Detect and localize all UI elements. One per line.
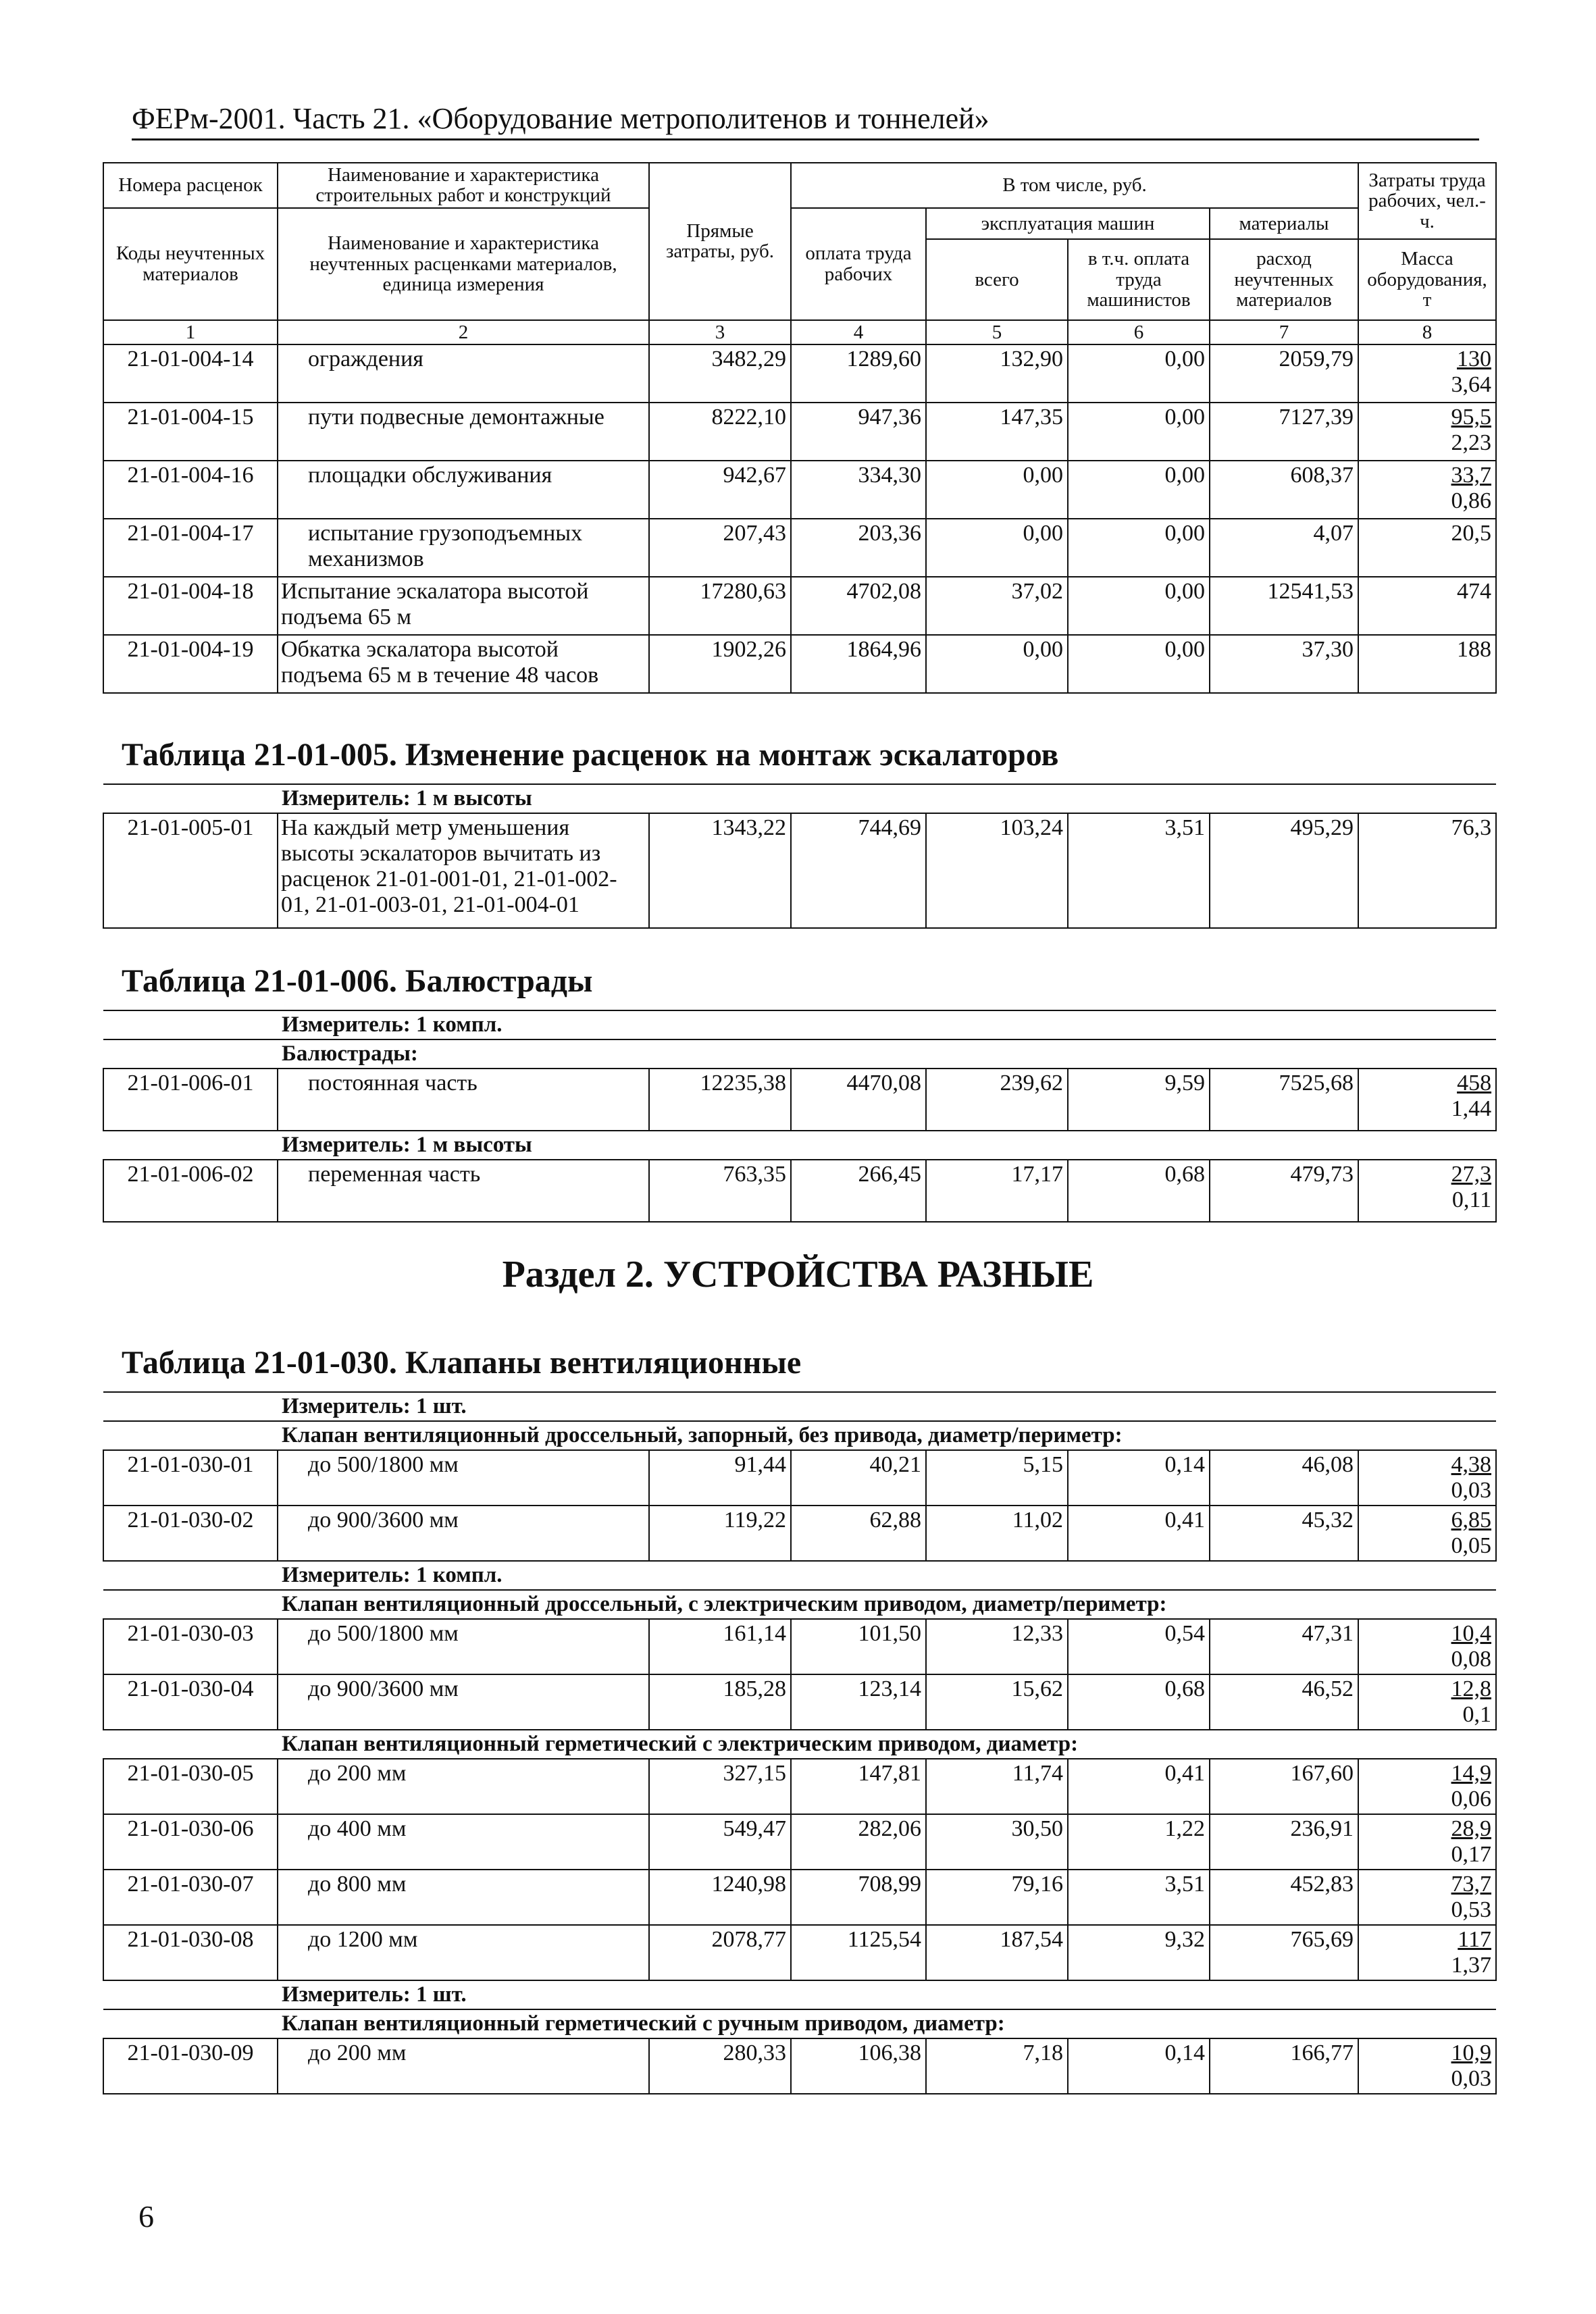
labor-hours: 20,5 [1358,519,1496,577]
rate-name: до 200 мм [278,1759,649,1814]
labor-cost: 1125,54 [791,1925,926,1980]
rate-name: до 800 мм [278,1870,649,1925]
labor-hours-mass [1358,1506,1496,1561]
direct-cost: 91,44 [649,1450,791,1506]
operator-cost: 0,14 [1068,2038,1210,2094]
labor-cost: 4470,08 [791,1069,926,1131]
table-row [103,1674,1496,1730]
direct-cost: 119,22 [649,1506,791,1561]
rate-name: Испытание эскалатора высотой подъема 65 м [278,577,649,635]
table-row [103,403,1496,461]
labor-cost: 106,38 [791,2038,926,2094]
operator-cost: 9,59 [1068,1069,1210,1131]
labor-hours-mass [1358,461,1496,519]
col-num: 8 [1358,320,1496,344]
rate-name: до 500/1800 мм [278,1450,649,1506]
table-title: Таблица 21-01-006. Балюстрады [122,963,593,999]
labor-cost: 101,50 [791,1619,926,1674]
labor-cost: 282,06 [791,1814,926,1870]
equipment-mass: 0,05 [1451,1533,1492,1558]
rate-name: На каждый метр уменьшения высоты эскалаторов вычитать из расценок 21-01-001-01, 21-01-002-01, 21-01-003-01, 21-01-004-01 [278,813,649,928]
operator-cost: 0,00 [1068,635,1210,693]
machine-cost: 7,18 [926,2038,1068,2094]
labor-cost: 266,45 [791,1160,926,1222]
col-header-4: оплата труда рабочих [791,208,926,320]
operator-cost: 0,68 [1068,1674,1210,1730]
labor-hours-mass [1358,2038,1496,2094]
col-num: 2 [278,320,649,344]
rate-code: 21-01-004-14 [103,344,278,403]
machine-cost: 147,35 [926,403,1068,461]
col-header-incl: В том числе, руб. [791,163,1358,208]
running-header: ФЕРм-2001. Часть 21. «Оборудование метрополитенов и тоннелей» [132,101,1479,140]
machine-cost: 0,00 [926,461,1068,519]
labor-hours: 73,7 [1451,1872,1492,1897]
equipment-mass: 0,03 [1451,2066,1492,2091]
operator-cost: 0,54 [1068,1619,1210,1674]
equipment-mass: 1,37 [1451,1953,1492,1978]
machine-cost: 103,24 [926,813,1068,928]
labor-hours: 117 [1458,1927,1492,1952]
labor-hours-mass [1358,1160,1496,1222]
rate-code: 21-01-006-01 [103,1069,278,1131]
table-row [103,1814,1496,1870]
rate-name: до 1200 мм [278,1925,649,1980]
labor-cost: 123,14 [791,1674,926,1730]
machine-cost: 187,54 [926,1925,1068,1980]
operator-cost: 0,41 [1068,1759,1210,1814]
labor-hours: 27,3 [1451,1162,1492,1187]
labor-hours: 76,3 [1358,813,1496,928]
material-cost: 46,08 [1210,1450,1358,1506]
material-cost: 45,32 [1210,1506,1358,1561]
labor-hours-mass [1358,1069,1496,1131]
col-num: 4 [791,320,926,344]
col-header-2b: Наименование и характеристика неучтенных расценками материалов, единица измерения [278,208,649,320]
equipment-mass: 0,17 [1451,1842,1492,1867]
meter-label: Измеритель: 1 компл. [278,1010,1496,1039]
direct-cost: 185,28 [649,1674,791,1730]
rate-code: 21-01-030-04 [103,1674,278,1730]
material-cost: 47,31 [1210,1619,1358,1674]
meter-label: Измеритель: 1 шт. [278,1392,1496,1421]
material-cost: 167,60 [1210,1759,1358,1814]
group-label: Клапан вентиляционный дроссельный, с электрическим приводом, диаметр/периметр: [278,1590,1496,1619]
rate-code: 21-01-004-17 [103,519,278,577]
material-cost: 46,52 [1210,1674,1358,1730]
machine-cost: 11,02 [926,1506,1068,1561]
rate-code: 21-01-030-01 [103,1450,278,1506]
operator-cost: 0,14 [1068,1450,1210,1506]
labor-hours: 33,7 [1451,463,1491,488]
machine-cost: 5,15 [926,1450,1068,1506]
col-num: 1 [103,320,278,344]
col-header-5: всего [926,239,1068,320]
material-cost: 479,73 [1210,1160,1358,1222]
col-header-materials: материалы [1210,208,1358,239]
direct-cost: 8222,10 [649,403,791,461]
material-cost: 495,29 [1210,813,1358,928]
material-cost: 236,91 [1210,1814,1358,1870]
labor-cost: 744,69 [791,813,926,928]
material-cost: 452,83 [1210,1870,1358,1925]
page-number: 6 [138,2199,154,2234]
table-title: Таблица 21-01-030. Клапаны вентиляционные [122,1345,802,1381]
machine-cost: 0,00 [926,635,1068,693]
col-num: 5 [926,320,1068,344]
material-cost: 7127,39 [1210,403,1358,461]
machine-cost: 30,50 [926,1814,1068,1870]
labor-hours: 12,8 [1451,1676,1492,1701]
operator-cost: 0,00 [1068,519,1210,577]
rate-name: до 900/3600 мм [278,1674,649,1730]
direct-cost: 17280,63 [649,577,791,635]
col-num: 7 [1210,320,1358,344]
material-cost: 37,30 [1210,635,1358,693]
rate-name: до 900/3600 мм [278,1506,649,1561]
equipment-mass: 0,53 [1451,1897,1492,1922]
labor-cost: 147,81 [791,1759,926,1814]
labor-hours: 6,85 [1451,1508,1492,1533]
rate-code: 21-01-030-08 [103,1925,278,1980]
material-cost: 7525,68 [1210,1069,1358,1131]
labor-hours: 474 [1358,577,1496,635]
direct-cost: 1902,26 [649,635,791,693]
direct-cost: 327,15 [649,1759,791,1814]
operator-cost: 0,00 [1068,577,1210,635]
material-cost: 166,77 [1210,2038,1358,2094]
labor-cost: 1289,60 [791,344,926,403]
table-row [103,577,1496,635]
table-title: Таблица 21-01-005. Изменение расценок на монтаж эскалаторов [122,737,1059,773]
equipment-mass: 3,64 [1451,372,1491,398]
material-cost: 608,37 [1210,461,1358,519]
table-030 [103,1391,1497,2094]
labor-cost: 203,36 [791,519,926,577]
machine-cost: 79,16 [926,1870,1068,1925]
equipment-mass: 2,23 [1451,430,1491,456]
col-header-3: Прямые затраты, руб. [649,163,791,320]
col-header-7: расход неучтенных материалов [1210,239,1358,320]
labor-hours-mass [1358,1925,1496,1980]
rate-code: 21-01-004-18 [103,577,278,635]
equipment-mass: 0,06 [1451,1786,1492,1811]
rate-name: до 500/1800 мм [278,1619,649,1674]
material-cost: 4,07 [1210,519,1358,577]
table-006 [103,1010,1497,1223]
labor-hours: 458 [1457,1071,1492,1096]
labor-hours-mass [1358,1870,1496,1925]
rate-code: 21-01-030-09 [103,2038,278,2094]
operator-cost: 3,51 [1068,813,1210,928]
machine-cost: 239,62 [926,1069,1068,1131]
material-cost: 12541,53 [1210,577,1358,635]
labor-hours-mass [1358,1814,1496,1870]
table-row [103,1506,1496,1561]
direct-cost: 2078,77 [649,1925,791,1980]
operator-cost: 0,41 [1068,1506,1210,1561]
labor-cost: 4702,08 [791,577,926,635]
labor-hours: 4,38 [1451,1452,1492,1477]
meter-label: Измеритель: 1 м высоты [278,1131,1496,1160]
col-header-1b: Коды неучтенных материалов [103,208,278,320]
rates-table [103,162,1497,694]
group-label: Клапан вентиляционный дроссельный, запорный, без привода, диаметр/периметр: [278,1421,1496,1450]
labor-hours-mass [1358,1674,1496,1730]
col-header-6: в т.ч. оплата труда машинистов [1068,239,1210,320]
table-row [103,1870,1496,1925]
labor-cost: 40,21 [791,1450,926,1506]
meter-label: Измеритель: 1 шт. [278,1980,1496,2009]
labor-cost: 708,99 [791,1870,926,1925]
operator-cost: 0,00 [1068,403,1210,461]
rate-name: площадки обслуживания [278,461,649,519]
rate-code: 21-01-006-02 [103,1160,278,1222]
col-header-2a: Наименование и характеристика строительных работ и конструкций [278,163,649,208]
material-cost: 2059,79 [1210,344,1358,403]
direct-cost: 1343,22 [649,813,791,928]
section-title: Раздел 2. УСТРОЙСТВА РАЗНЫЕ [502,1254,1094,1295]
equipment-mass: 0,11 [1451,1187,1492,1212]
machine-cost: 0,00 [926,519,1068,577]
direct-cost: 549,47 [649,1814,791,1870]
labor-hours: 14,9 [1451,1761,1492,1786]
rate-code: 21-01-004-16 [103,461,278,519]
group-label: Клапан вентиляционный герметический с ручным приводом, диаметр: [278,2009,1496,2038]
table-row [103,1925,1496,1980]
meter-label: Измеритель: 1 м высоты [278,784,1496,813]
group-label: Клапан вентиляционный герметический с электрическим приводом, диаметр: [278,1730,1496,1759]
col-num: 3 [649,320,791,344]
machine-cost: 15,62 [926,1674,1068,1730]
machine-cost: 17,17 [926,1160,1068,1222]
labor-cost: 334,30 [791,461,926,519]
rate-code: 21-01-005-01 [103,813,278,928]
rate-code: 21-01-004-15 [103,403,278,461]
direct-cost: 763,35 [649,1160,791,1222]
labor-hours: 28,9 [1451,1816,1492,1841]
rate-code: 21-01-030-02 [103,1506,278,1561]
direct-cost: 942,67 [649,461,791,519]
labor-hours: 188 [1358,635,1496,693]
material-cost: 765,69 [1210,1925,1358,1980]
table-row [103,1619,1496,1674]
col-header-8b: Масса оборудования, т [1358,239,1496,320]
table-005 [103,783,1497,929]
labor-cost: 1864,96 [791,635,926,693]
table-row [103,519,1496,577]
col-header-machines: эксплуатация машин [926,208,1210,239]
direct-cost: 161,14 [649,1619,791,1674]
labor-hours-mass [1358,1450,1496,1506]
table-row [103,1450,1496,1506]
operator-cost: 0,00 [1068,344,1210,403]
direct-cost: 12235,38 [649,1069,791,1131]
rate-name: испытание грузоподъемных механизмов [278,519,649,577]
table-row [103,344,1496,403]
labor-hours-mass [1358,344,1496,403]
table-row [103,461,1496,519]
operator-cost: 3,51 [1068,1870,1210,1925]
table-row [103,1759,1496,1814]
rate-code: 21-01-004-19 [103,635,278,693]
labor-hours: 10,4 [1451,1621,1492,1646]
col-header-1a: Номера расценок [103,163,278,208]
rate-code: 21-01-030-06 [103,1814,278,1870]
labor-hours: 10,9 [1451,2040,1492,2065]
operator-cost: 1,22 [1068,1814,1210,1870]
rate-name: Обкатка эскалатора высотой подъема 65 м в течение 48 часов [278,635,649,693]
direct-cost: 280,33 [649,2038,791,2094]
labor-hours-mass [1358,1619,1496,1674]
machine-cost: 37,02 [926,577,1068,635]
operator-cost: 9,32 [1068,1925,1210,1980]
direct-cost: 3482,29 [649,344,791,403]
labor-cost: 62,88 [791,1506,926,1561]
operator-cost: 0,68 [1068,1160,1210,1222]
equipment-mass: 0,86 [1451,488,1491,514]
rate-code: 21-01-030-07 [103,1870,278,1925]
direct-cost: 1240,98 [649,1870,791,1925]
table-row [103,2038,1496,2094]
labor-hours-mass [1358,403,1496,461]
rate-name: до 400 мм [278,1814,649,1870]
col-num: 6 [1068,320,1210,344]
meter-label: Измеритель: 1 компл. [278,1561,1496,1590]
rate-name: пути подвесные демонтажные [278,403,649,461]
equipment-mass: 0,03 [1451,1478,1492,1503]
machine-cost: 12,33 [926,1619,1068,1674]
machine-cost: 11,74 [926,1759,1068,1814]
rate-code: 21-01-030-05 [103,1759,278,1814]
labor-hours: 130 [1457,346,1491,372]
col-header-8a: Затраты труда рабочих, чел.-ч. [1358,163,1496,239]
labor-hours: 95,5 [1451,405,1491,430]
machine-cost: 132,90 [926,344,1068,403]
rate-name: переменная часть [278,1160,649,1222]
rate-name: постоянная часть [278,1069,649,1131]
operator-cost: 0,00 [1068,461,1210,519]
rate-code: 21-01-030-03 [103,1619,278,1674]
direct-cost: 207,43 [649,519,791,577]
equipment-mass: 0,1 [1462,1702,1492,1727]
labor-hours-mass [1358,1759,1496,1814]
table-row [103,635,1496,693]
rate-name: ограждения [278,344,649,403]
group-label: Балюстрады: [278,1039,1496,1069]
equipment-mass: 1,44 [1451,1096,1492,1121]
rate-name: до 200 мм [278,2038,649,2094]
labor-cost: 947,36 [791,403,926,461]
equipment-mass: 0,08 [1451,1647,1492,1672]
